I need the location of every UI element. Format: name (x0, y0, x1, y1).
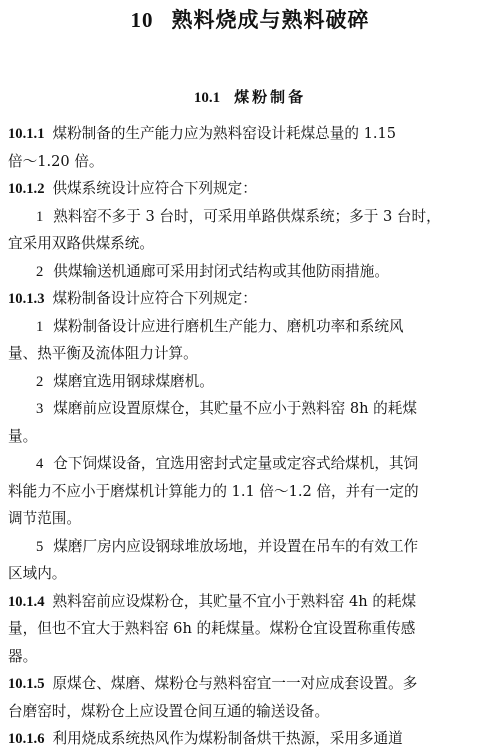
line-text: 煤粉制备的生产能力应为熟料窑设计耗煤总量的 1.15 (52, 125, 397, 142)
line-text: 仓下饲煤设备，宜选用密封式定量或定容式给煤机，其饲 (53, 455, 419, 472)
line-text: 料能力不应小于磨煤机计算能力的 1.1 倍～1.2 倍，并有一定的 (8, 482, 419, 500)
line-text: 量、热平衡及流体阻力计算。 (8, 345, 198, 362)
text-line (8, 698, 498, 726)
line-text: 煤磨厂房内应设钢球堆放场地，并设置在吊车的有效工作 (53, 537, 419, 555)
clause-number: 10.1.3 (8, 291, 45, 307)
line-text: 量。 (8, 427, 38, 445)
text-line (8, 313, 498, 341)
clause-number: 10.1.4 (8, 593, 45, 610)
text-line (8, 423, 498, 451)
line-text: 煤粉制备设计应进行磨机生产能力、磨机功率和系统风 (53, 317, 404, 335)
document-body (8, 120, 498, 753)
item-number: 1 (36, 318, 44, 335)
text-line (8, 395, 498, 423)
line-text: 供煤系统设计应符合下列规定： (52, 180, 257, 197)
line-text: 量，但也不宜大于熟料窑 6h 的耗煤量。煤粉仓宜设置称重传感 (8, 620, 416, 637)
line-text: 倍～1.20 倍。 (8, 152, 104, 170)
item-number: 4 (36, 456, 44, 472)
chapter-heading (0, 4, 500, 34)
text-line (8, 615, 498, 643)
line-text: 器。 (8, 647, 38, 665)
line-text: 台磨窑时，煤粉仓上应设置仓间互通的输送设备。 (8, 702, 330, 720)
text-line (8, 285, 498, 313)
text-line (8, 368, 498, 396)
line-text: 熟料窑不多于 3 台时，可采用单路供煤系统；多于 3 台时， (53, 207, 441, 225)
line-text: 宜采用双路供煤系统。 (8, 235, 154, 252)
line-text: 供煤输送机通廊可采用封闭式结构或其他防雨措施。 (53, 262, 389, 280)
text-line (8, 560, 498, 588)
text-line (8, 148, 498, 176)
text-line (8, 588, 498, 616)
section-title-text: 煤粉制备 (234, 88, 307, 106)
clause-number: 10.1.6 (8, 731, 45, 747)
text-line (8, 670, 498, 698)
text-line (8, 175, 498, 203)
line-text: 煤粉制备设计应符合下列规定： (52, 290, 257, 307)
section-heading (0, 86, 500, 107)
text-line (8, 505, 498, 533)
line-text: 区域内。 (8, 565, 67, 582)
line-text: 煤磨宜选用钢球煤磨机。 (53, 372, 214, 390)
text-line (8, 258, 498, 286)
item-number: 1 (36, 208, 44, 225)
text-line (8, 643, 498, 671)
line-text: 煤磨前应设置原煤仓，其贮量不应小于熟料窑 8h 的耗煤 (53, 400, 417, 417)
line-text: 原煤仓、煤磨、煤粉仓与熟料窑宜一一对应成套设置。多 (52, 675, 418, 692)
text-line (8, 203, 498, 231)
clause-number: 10.1.2 (8, 181, 45, 197)
text-line (8, 533, 498, 561)
chapter-title-text: 熟料烧成与熟料破碎 (171, 7, 370, 32)
item-number: 3 (36, 401, 44, 417)
text-line (8, 725, 498, 753)
text-line (8, 120, 498, 148)
text-line (8, 478, 498, 506)
text-line (8, 340, 498, 368)
item-number: 5 (36, 538, 44, 555)
chapter-number: 10 (130, 8, 154, 32)
clause-number: 10.1.1 (8, 126, 45, 142)
item-number: 2 (36, 263, 44, 280)
clause-number: 10.1.5 (8, 676, 45, 692)
line-text: 利用烧成系统热风作为煤粉制备烘干热源，采用多通道 (52, 730, 403, 747)
item-number: 2 (36, 373, 44, 390)
line-text: 调节范围。 (8, 510, 81, 527)
section-number: 10.1 (193, 90, 221, 106)
text-line (8, 450, 498, 478)
line-text: 熟料窑前应设煤粉仓，其贮量不宜小于熟料窑 4h 的耗煤 (52, 592, 417, 610)
text-line (8, 230, 498, 258)
